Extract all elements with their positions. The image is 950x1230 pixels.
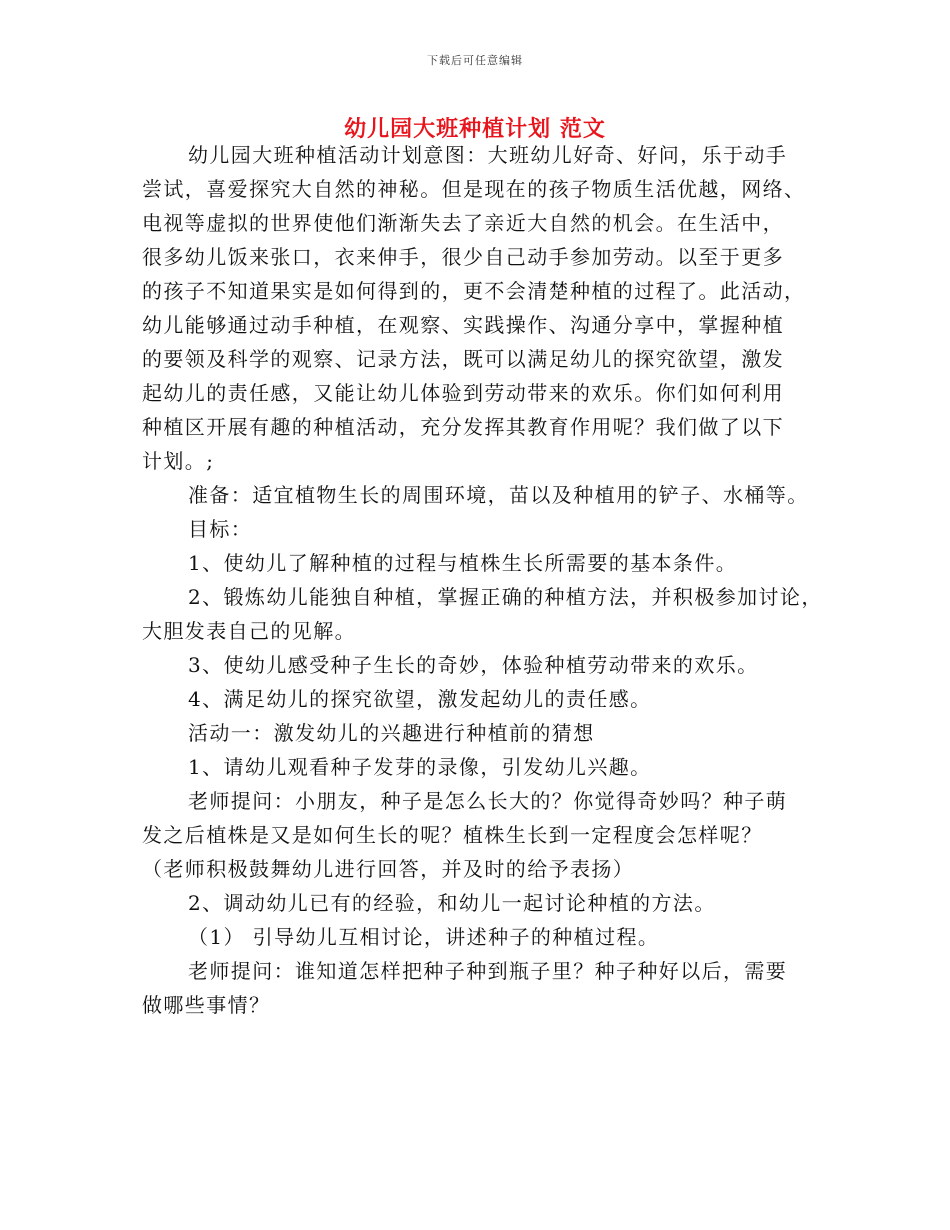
list-item: 3、使幼儿感受种子生长的奇妙，体验种植劳动带来的欢乐。 xyxy=(188,653,759,677)
paragraph-line: 幼儿能够通过动手种植，在观察、实践操作、沟通分享中，掌握种植 xyxy=(142,313,784,337)
list-item: （1） 引导幼儿互相讨论，讲述种子的种植过程。 xyxy=(188,925,660,949)
list-item: 4、满足幼儿的探究欲望，激发起幼儿的责任感。 xyxy=(188,687,652,711)
paragraph-line: 尝试，喜爱探究大自然的神秘。但是现在的孩子物质生活优越，网络、 xyxy=(142,177,806,201)
paragraph-line: 老师提问：谁知道怎样把种子种到瓶子里？种子种好以后，需要 xyxy=(188,959,788,983)
paragraph-line: 准备：适宜植物生长的周围环境，苗以及种植用的铲子、水桶等。 xyxy=(188,483,809,507)
section-heading: 活动一：激发幼儿的兴趣进行种植前的猜想 xyxy=(188,721,595,745)
paragraph-line: 幼儿园大班种植活动计划意图：大班幼儿好奇、好问，乐于动手 xyxy=(188,143,788,167)
paragraph-line: 做哪些事情？ xyxy=(142,993,271,1017)
section-heading: 目标： xyxy=(188,517,253,541)
document-title: 幼儿园大班种植计划 范文 xyxy=(344,116,606,142)
document-body xyxy=(142,138,822,1022)
paragraph-line: 老师提问：小朋友，种子是怎么长大的？你觉得奇妙吗？种子萌 xyxy=(188,789,788,813)
paragraph-line: 起幼儿的责任感，又能让幼儿体验到劳动带来的欢乐。你们如何利用 xyxy=(142,381,784,405)
paragraph-line: 计划。; xyxy=(142,449,215,473)
list-item: 2、锻炼幼儿能独自种植，掌握正确的种植方法，并积极参加讨论， xyxy=(188,585,823,609)
paragraph-line: （老师积极鼓舞幼儿进行回答，并及时的给予表扬） xyxy=(142,857,635,881)
paragraph-line: 发之后植株是又是如何生长的呢？植株生长到一定程度会怎样呢？ xyxy=(142,823,763,847)
list-item: 1、请幼儿观看种子发芽的录像，引发幼儿兴趣。 xyxy=(188,755,652,779)
paragraph-line: 电视等虚拟的世界使他们渐渐失去了亲近大自然的机会。在生活中， xyxy=(142,211,784,235)
paragraph-line: 的孩子不知道果实是如何得到的，更不会清楚种植的过程了。此活动， xyxy=(142,279,806,303)
list-item: 2、调动幼儿已有的经验，和幼儿一起讨论种植的方法。 xyxy=(188,891,716,915)
header-note: 下载后可任意编辑 xyxy=(427,54,523,67)
paragraph-line: 的要领及科学的观察、记录方法，既可以满足幼儿的探究欲望，激发 xyxy=(142,347,784,371)
paragraph-line: 很多幼儿饭来张口，衣来伸手，很少自己动手参加劳动。以至于更多 xyxy=(142,245,784,269)
list-item-continuation: 大胆发表自己的见解。 xyxy=(142,619,356,643)
paragraph-line: 种植区开展有趣的种植活动，充分发挥其教育作用呢？我们做了以下 xyxy=(142,415,784,439)
list-item: 1、使幼儿了解种植的过程与植株生长所需要的基本条件。 xyxy=(188,551,738,575)
